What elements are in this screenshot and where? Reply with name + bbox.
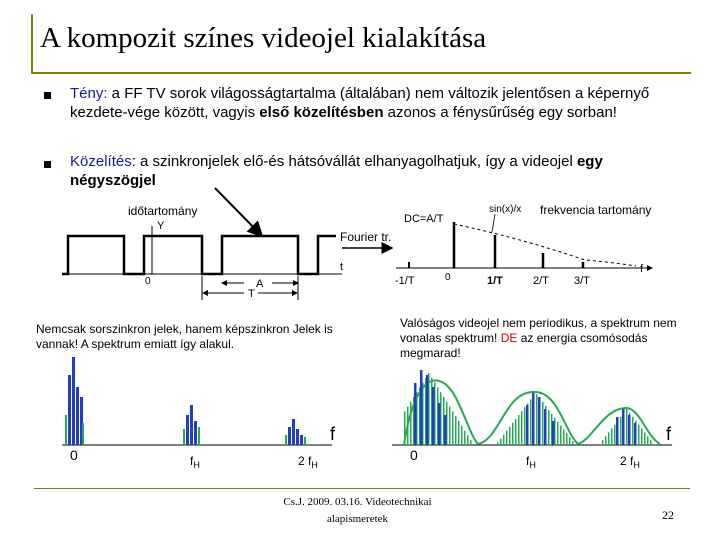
spectrum-density — [563, 429, 565, 445]
spectrum-density — [524, 407, 526, 445]
bullet-fact-prefix: Tény: — [70, 85, 108, 102]
spectral-line-secondary — [285, 435, 287, 445]
slide-title: A kompozit színes videojel kialakítása — [40, 22, 487, 54]
time-domain-label: időtartomány — [128, 204, 198, 218]
spectral-line — [438, 403, 441, 445]
spectrum-density — [512, 423, 514, 445]
spectral-line — [288, 427, 291, 445]
spectrum-density — [641, 429, 643, 446]
spectrum-density — [404, 411, 406, 445]
bullet-approx-prefix: Közelítés — [70, 153, 132, 170]
spectrum-density — [458, 421, 460, 445]
spectral-line — [526, 405, 529, 445]
spectral-line — [186, 415, 189, 445]
freq-zero-label: 0 — [445, 272, 451, 283]
bullet-fact-text: a FF TV sorok világosságtartalma (általában) nem változik jelentősen a képernyő kezdete-vége között, vagyis — [70, 85, 650, 121]
spectral-line-secondary — [183, 429, 185, 445]
right-spectrum-zero: 0 — [410, 447, 418, 463]
right-caption-part2: az energia csomósodás megmarad! — [400, 331, 648, 360]
spectrum-density — [605, 436, 607, 445]
spectral-line-secondary — [65, 415, 67, 445]
spectrum-density — [506, 431, 508, 445]
right-spectrum-fh: $f_H$ — [526, 454, 536, 470]
time-y-axis-label: Y — [157, 220, 165, 232]
spectral-line — [190, 405, 193, 445]
spectrum-density — [626, 409, 628, 445]
spectrum-density — [470, 440, 472, 445]
bullet-fact-suffix: azonos a fénysűrűség egy sorban! — [383, 104, 617, 121]
spectrum-density — [536, 394, 538, 445]
spectrum-density — [644, 432, 646, 445]
spectral-line-secondary — [82, 423, 84, 445]
spectral-line — [544, 409, 547, 445]
spectral-line-secondary — [304, 437, 306, 445]
footer-rule — [34, 488, 690, 489]
freq-axis-f: f — [640, 263, 644, 275]
spectral-line — [552, 421, 555, 445]
spectrum-density — [407, 407, 409, 445]
spectral-line — [622, 409, 625, 445]
spectral-line — [414, 383, 417, 445]
spectrum-density — [647, 436, 649, 445]
spectral-line — [76, 387, 79, 445]
dc-label: DC=A/T — [404, 213, 444, 225]
freq-domain-label: frekvencia tartomány — [540, 203, 652, 217]
freq-tick-2: 2/T — [533, 275, 549, 287]
right-spectrum — [392, 370, 672, 445]
spectral-line — [538, 397, 541, 445]
spectral-line — [292, 419, 295, 445]
spectrum-density — [455, 416, 457, 445]
left-spectrum-zero: 0 — [70, 447, 78, 463]
period-label: T — [248, 288, 255, 300]
spectral-line — [634, 423, 637, 445]
spectrum-density — [620, 417, 622, 445]
spectrum-density — [509, 427, 511, 445]
spectrum-density — [452, 411, 454, 445]
spectral-line — [444, 415, 447, 445]
right-spectrum-2fh: 2 $f_H$ — [620, 454, 640, 470]
fourier-label: Fourier tr. — [340, 230, 392, 244]
footer-line1: Cs.J. 2009. 03.16. Videotechnikai — [283, 496, 432, 508]
spectrum-density — [449, 407, 451, 445]
spectrum-density — [560, 426, 562, 446]
spectrum-density — [530, 400, 532, 446]
left-spectrum-f: f — [330, 424, 336, 444]
spectral-line — [68, 375, 71, 445]
spectral-line — [72, 357, 75, 445]
spectrum-density — [521, 411, 523, 445]
spectrum-density — [566, 433, 568, 445]
spectrum-density — [503, 435, 505, 445]
sinc-label: sin(x)/x — [489, 204, 522, 215]
pulse-width-label: A — [256, 278, 264, 290]
spectrum-density — [650, 440, 652, 445]
freq-tick-minus1: -1/T — [395, 275, 415, 287]
spectrum-density — [569, 437, 571, 445]
freq-tick-3: 3/T — [574, 275, 590, 287]
spectrum-density — [557, 422, 559, 445]
spectral-line — [300, 435, 303, 445]
right-caption-de: DE — [500, 331, 518, 345]
right-spectrum-f: f — [666, 424, 672, 444]
right-caption-part1: Valóságos videojel nem periodikus, a spektrum nem vonalas spektrum! — [400, 316, 677, 345]
spectrum-density — [542, 402, 544, 445]
freq-tick-1: 1/T — [487, 275, 503, 287]
spectrum-density — [608, 432, 610, 445]
bullet-fact-bold: első közelítésben — [259, 104, 384, 121]
spectrum-density — [500, 439, 502, 446]
spectrum-density — [572, 441, 574, 445]
spectral-line — [194, 421, 197, 445]
spectral-line — [616, 417, 619, 445]
left-caption: Nemcsak sorszinkron jelek, hanem képszinkron Jelek is vannak! A spektrum emiatt így alakul. — [36, 322, 333, 351]
spectral-line — [420, 370, 423, 445]
spectral-line — [628, 415, 631, 445]
spectrum-density — [611, 429, 613, 446]
spectrum-density — [410, 402, 412, 445]
spectrum-density — [614, 425, 616, 445]
spectrum-density — [464, 431, 466, 445]
spectral-line — [296, 429, 299, 445]
spectrum-density — [461, 426, 463, 445]
spectral-line-secondary — [198, 427, 200, 445]
footer — [265, 494, 450, 528]
time-zero-label: 0 — [145, 276, 151, 287]
time-axis-t: t — [340, 261, 344, 273]
spectral-line — [432, 387, 435, 445]
page-number: 22 — [662, 508, 674, 522]
spectrum-density — [515, 419, 517, 445]
left-spectrum-2fh: 2 $f_H$ — [298, 454, 318, 470]
bullet-approx-bold: egy négyszögjel — [70, 153, 603, 189]
bullet-approx-text: : a szinkronjelek elő-és hátsóvállát elhanyagolhatjuk, így a videojel — [131, 153, 577, 170]
spectrum-density — [518, 415, 520, 445]
spectrum-density — [632, 417, 634, 445]
spectral-line — [426, 375, 429, 445]
footer-line2: alapismeretek — [326, 513, 389, 525]
spectrum-density — [548, 410, 550, 445]
spectrum-density — [497, 442, 499, 445]
spectrum-density — [638, 425, 640, 445]
left-spectrum — [62, 357, 332, 445]
spectrum-density — [602, 440, 604, 445]
left-spectrum-fh: $f_H$ — [190, 454, 200, 470]
spectrum-density — [467, 435, 469, 445]
spectral-line — [532, 393, 535, 445]
